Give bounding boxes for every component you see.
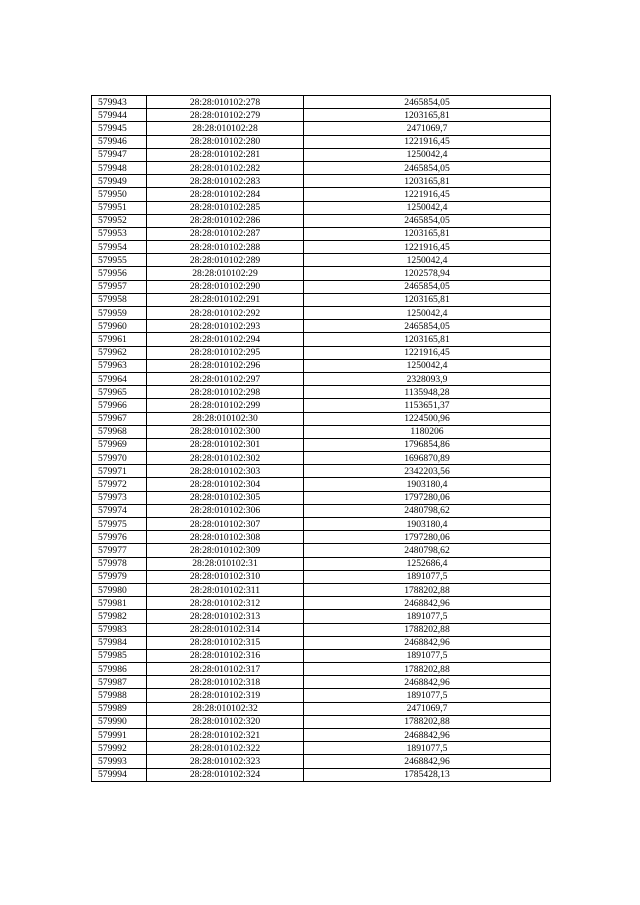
cadastral-number-cell: 28:28:010102:30 bbox=[147, 412, 304, 425]
cadastral-number-cell: 28:28:010102:317 bbox=[147, 663, 304, 676]
table-row bbox=[92, 214, 551, 227]
cadastral-number-cell: 28:28:010102:290 bbox=[147, 280, 304, 293]
cadastral-value-cell: 1221916,45 bbox=[304, 188, 551, 201]
cadastral-number-cell: 28:28:010102:283 bbox=[147, 175, 304, 188]
table-row bbox=[92, 372, 551, 385]
row-number-cell: 579982 bbox=[92, 610, 147, 623]
table-row bbox=[92, 227, 551, 240]
row-number-cell: 579979 bbox=[92, 570, 147, 583]
row-number-cell: 579951 bbox=[92, 201, 147, 214]
cadastral-number-cell: 28:28:010102:306 bbox=[147, 504, 304, 517]
table-row bbox=[92, 293, 551, 306]
row-number-cell: 579985 bbox=[92, 649, 147, 662]
cadastral-number-cell: 28:28:010102:308 bbox=[147, 531, 304, 544]
cadastral-value-cell: 1221916,45 bbox=[304, 135, 551, 148]
cadastral-value-cell: 1250042,4 bbox=[304, 254, 551, 267]
table-row bbox=[92, 583, 551, 596]
table-row bbox=[92, 425, 551, 438]
row-number-cell: 579980 bbox=[92, 583, 147, 596]
cadastral-number-cell: 28:28:010102:315 bbox=[147, 636, 304, 649]
table-row bbox=[92, 280, 551, 293]
row-number-cell: 579986 bbox=[92, 663, 147, 676]
cadastral-value-cell: 1797280,06 bbox=[304, 531, 551, 544]
row-number-cell: 579956 bbox=[92, 267, 147, 280]
table-row bbox=[92, 557, 551, 570]
cadastral-number-cell: 28:28:010102:322 bbox=[147, 742, 304, 755]
table-row bbox=[92, 689, 551, 702]
cadastral-value-cell: 1250042,4 bbox=[304, 201, 551, 214]
table-row bbox=[92, 676, 551, 689]
table-row bbox=[92, 399, 551, 412]
row-number-cell: 579966 bbox=[92, 399, 147, 412]
row-number-cell: 579972 bbox=[92, 478, 147, 491]
row-number-cell: 579973 bbox=[92, 491, 147, 504]
table-row bbox=[92, 412, 551, 425]
cadastral-value-cell: 2468842,96 bbox=[304, 676, 551, 689]
row-number-cell: 579957 bbox=[92, 280, 147, 293]
row-number-cell: 579984 bbox=[92, 636, 147, 649]
row-number-cell: 579993 bbox=[92, 755, 147, 768]
cadastral-number-cell: 28:28:010102:301 bbox=[147, 438, 304, 451]
table-row bbox=[92, 597, 551, 610]
table-row bbox=[92, 333, 551, 346]
cadastral-value-cell: 2480798,62 bbox=[304, 544, 551, 557]
cadastral-number-cell: 28:28:010102:289 bbox=[147, 254, 304, 267]
cadastral-number-cell: 28:28:010102:311 bbox=[147, 583, 304, 596]
cadastral-number-cell: 28:28:010102:320 bbox=[147, 715, 304, 728]
row-number-cell: 579953 bbox=[92, 227, 147, 240]
table-row bbox=[92, 175, 551, 188]
cadastral-value-cell: 1221916,45 bbox=[304, 241, 551, 254]
table-row bbox=[92, 254, 551, 267]
cadastral-value-cell: 1250042,4 bbox=[304, 359, 551, 372]
table-row bbox=[92, 544, 551, 557]
table-row bbox=[92, 715, 551, 728]
row-number-cell: 579991 bbox=[92, 729, 147, 742]
row-number-cell: 579947 bbox=[92, 148, 147, 161]
table-row bbox=[92, 742, 551, 755]
row-number-cell: 579992 bbox=[92, 742, 147, 755]
cadastral-value-cell: 2465854,05 bbox=[304, 161, 551, 174]
table-row bbox=[92, 663, 551, 676]
cadastral-number-cell: 28:28:010102:319 bbox=[147, 689, 304, 702]
row-number-cell: 579989 bbox=[92, 702, 147, 715]
cadastral-number-cell: 28:28:010102:291 bbox=[147, 293, 304, 306]
cadastral-number-cell: 28:28:010102:282 bbox=[147, 161, 304, 174]
cadastral-value-cell: 1903180,4 bbox=[304, 518, 551, 531]
cadastral-number-cell: 28:28:010102:310 bbox=[147, 570, 304, 583]
cadastral-value-cell: 2471069,7 bbox=[304, 702, 551, 715]
row-number-cell: 579964 bbox=[92, 372, 147, 385]
table-row bbox=[92, 649, 551, 662]
row-number-cell: 579974 bbox=[92, 504, 147, 517]
cadastral-number-cell: 28:28:010102:309 bbox=[147, 544, 304, 557]
row-number-cell: 579994 bbox=[92, 768, 147, 781]
cadastral-value-cell: 1796854,86 bbox=[304, 438, 551, 451]
table-row bbox=[92, 201, 551, 214]
cadastral-number-cell: 28:28:010102:307 bbox=[147, 518, 304, 531]
row-number-cell: 579976 bbox=[92, 531, 147, 544]
cadastral-number-cell: 28:28:010102:313 bbox=[147, 610, 304, 623]
cadastral-number-cell: 28:28:010102:32 bbox=[147, 702, 304, 715]
row-number-cell: 579987 bbox=[92, 676, 147, 689]
cadastral-value-cell: 1135948,28 bbox=[304, 386, 551, 399]
cadastral-value-cell: 1891077,5 bbox=[304, 742, 551, 755]
cadastral-value-cell: 1891077,5 bbox=[304, 649, 551, 662]
cadastral-number-cell: 28:28:010102:294 bbox=[147, 333, 304, 346]
cadastral-value-cell: 1180206 bbox=[304, 425, 551, 438]
row-number-cell: 579965 bbox=[92, 386, 147, 399]
table-row bbox=[92, 623, 551, 636]
cadastral-number-cell: 28:28:010102:29 bbox=[147, 267, 304, 280]
cadastral-value-cell: 2465854,05 bbox=[304, 96, 551, 109]
table-row bbox=[92, 188, 551, 201]
row-number-cell: 579943 bbox=[92, 96, 147, 109]
cadastral-value-cell: 1788202,88 bbox=[304, 663, 551, 676]
cadastral-value-cell: 2480798,62 bbox=[304, 504, 551, 517]
cadastral-value-cell: 1785428,13 bbox=[304, 768, 551, 781]
table-row bbox=[92, 478, 551, 491]
cadastral-number-cell: 28:28:010102:318 bbox=[147, 676, 304, 689]
cadastral-value-cell: 2468842,96 bbox=[304, 729, 551, 742]
row-number-cell: 579955 bbox=[92, 254, 147, 267]
cadastral-number-cell: 28:28:010102:296 bbox=[147, 359, 304, 372]
table-row bbox=[92, 267, 551, 280]
table-row bbox=[92, 702, 551, 715]
row-number-cell: 579962 bbox=[92, 346, 147, 359]
row-number-cell: 579971 bbox=[92, 465, 147, 478]
table-body bbox=[92, 96, 551, 782]
table-row bbox=[92, 755, 551, 768]
row-number-cell: 579950 bbox=[92, 188, 147, 201]
row-number-cell: 579954 bbox=[92, 241, 147, 254]
cadastral-value-cell: 1696870,89 bbox=[304, 452, 551, 465]
row-number-cell: 579949 bbox=[92, 175, 147, 188]
table-row bbox=[92, 386, 551, 399]
cadastral-value-cell: 1153651,37 bbox=[304, 399, 551, 412]
row-number-cell: 579960 bbox=[92, 320, 147, 333]
row-number-cell: 579946 bbox=[92, 135, 147, 148]
cadastral-number-cell: 28:28:010102:31 bbox=[147, 557, 304, 570]
table-row bbox=[92, 359, 551, 372]
cadastral-value-cell: 1203165,81 bbox=[304, 333, 551, 346]
cadastral-value-cell: 1203165,81 bbox=[304, 109, 551, 122]
row-number-cell: 579963 bbox=[92, 359, 147, 372]
cadastral-number-cell: 28:28:010102:288 bbox=[147, 241, 304, 254]
row-number-cell: 579969 bbox=[92, 438, 147, 451]
row-number-cell: 579990 bbox=[92, 715, 147, 728]
row-number-cell: 579945 bbox=[92, 122, 147, 135]
cadastral-number-cell: 28:28:010102:28 bbox=[147, 122, 304, 135]
cadastral-value-cell: 1250042,4 bbox=[304, 148, 551, 161]
cadastral-number-cell: 28:28:010102:285 bbox=[147, 201, 304, 214]
table-row bbox=[92, 518, 551, 531]
cadastral-value-cell: 1788202,88 bbox=[304, 583, 551, 596]
cadastral-number-cell: 28:28:010102:312 bbox=[147, 597, 304, 610]
row-number-cell: 579988 bbox=[92, 689, 147, 702]
table-row bbox=[92, 729, 551, 742]
table-row bbox=[92, 307, 551, 320]
table-row bbox=[92, 241, 551, 254]
cadastral-number-cell: 28:28:010102:305 bbox=[147, 491, 304, 504]
cadastral-number-cell: 28:28:010102:299 bbox=[147, 399, 304, 412]
cadastral-number-cell: 28:28:010102:321 bbox=[147, 729, 304, 742]
table-row bbox=[92, 610, 551, 623]
cadastral-number-cell: 28:28:010102:323 bbox=[147, 755, 304, 768]
row-number-cell: 579968 bbox=[92, 425, 147, 438]
table-row bbox=[92, 135, 551, 148]
cadastral-number-cell: 28:28:010102:300 bbox=[147, 425, 304, 438]
cadastral-number-cell: 28:28:010102:281 bbox=[147, 148, 304, 161]
row-number-cell: 579959 bbox=[92, 307, 147, 320]
cadastral-number-cell: 28:28:010102:286 bbox=[147, 214, 304, 227]
cadastral-value-cell: 1788202,88 bbox=[304, 715, 551, 728]
cadastral-value-cell: 2328093,9 bbox=[304, 372, 551, 385]
cadastral-value-cell: 1788202,88 bbox=[304, 623, 551, 636]
table-row bbox=[92, 122, 551, 135]
cadastral-value-cell: 1252686,4 bbox=[304, 557, 551, 570]
cadastral-number-cell: 28:28:010102:287 bbox=[147, 227, 304, 240]
cadastral-value-cell: 1221916,45 bbox=[304, 346, 551, 359]
row-number-cell: 579970 bbox=[92, 452, 147, 465]
cadastral-number-cell: 28:28:010102:284 bbox=[147, 188, 304, 201]
cadastral-number-cell: 28:28:010102:302 bbox=[147, 452, 304, 465]
table-row bbox=[92, 452, 551, 465]
cadastral-number-cell: 28:28:010102:280 bbox=[147, 135, 304, 148]
cadastral-value-cell: 2465854,05 bbox=[304, 320, 551, 333]
table-row bbox=[92, 161, 551, 174]
cadastral-value-cell: 1250042,4 bbox=[304, 307, 551, 320]
cadastral-value-cell: 2342203,56 bbox=[304, 465, 551, 478]
row-number-cell: 579975 bbox=[92, 518, 147, 531]
cadastral-value-cell: 1891077,5 bbox=[304, 610, 551, 623]
cadastral-value-cell: 1224500,96 bbox=[304, 412, 551, 425]
cadastral-value-cell: 2468842,96 bbox=[304, 597, 551, 610]
cadastral-number-cell: 28:28:010102:298 bbox=[147, 386, 304, 399]
row-number-cell: 579952 bbox=[92, 214, 147, 227]
cadastral-number-cell: 28:28:010102:303 bbox=[147, 465, 304, 478]
table-row bbox=[92, 465, 551, 478]
cadastral-value-cell: 2465854,05 bbox=[304, 280, 551, 293]
row-number-cell: 579983 bbox=[92, 623, 147, 636]
table-row bbox=[92, 96, 551, 109]
cadastral-value-cell: 1203165,81 bbox=[304, 293, 551, 306]
row-number-cell: 579961 bbox=[92, 333, 147, 346]
row-number-cell: 579967 bbox=[92, 412, 147, 425]
cadastral-value-cell: 1202578,94 bbox=[304, 267, 551, 280]
cadastral-value-cell: 1797280,06 bbox=[304, 491, 551, 504]
cadastral-value-cell: 1203165,81 bbox=[304, 175, 551, 188]
table-row bbox=[92, 570, 551, 583]
cadastral-value-table bbox=[91, 95, 551, 782]
cadastral-value-cell: 2468842,96 bbox=[304, 636, 551, 649]
row-number-cell: 579977 bbox=[92, 544, 147, 557]
row-number-cell: 579958 bbox=[92, 293, 147, 306]
cadastral-number-cell: 28:28:010102:316 bbox=[147, 649, 304, 662]
table-row bbox=[92, 768, 551, 781]
cadastral-value-cell: 2468842,96 bbox=[304, 755, 551, 768]
cadastral-number-cell: 28:28:010102:279 bbox=[147, 109, 304, 122]
cadastral-number-cell: 28:28:010102:297 bbox=[147, 372, 304, 385]
cadastral-value-cell: 1203165,81 bbox=[304, 227, 551, 240]
table-row bbox=[92, 109, 551, 122]
cadastral-value-cell: 2471069,7 bbox=[304, 122, 551, 135]
cadastral-number-cell: 28:28:010102:314 bbox=[147, 623, 304, 636]
row-number-cell: 579944 bbox=[92, 109, 147, 122]
cadastral-value-cell: 1891077,5 bbox=[304, 689, 551, 702]
cadastral-number-cell: 28:28:010102:292 bbox=[147, 307, 304, 320]
cadastral-number-cell: 28:28:010102:293 bbox=[147, 320, 304, 333]
cadastral-value-cell: 2465854,05 bbox=[304, 214, 551, 227]
cadastral-number-cell: 28:28:010102:324 bbox=[147, 768, 304, 781]
table-row bbox=[92, 320, 551, 333]
cadastral-value-cell: 1891077,5 bbox=[304, 570, 551, 583]
cadastral-number-cell: 28:28:010102:295 bbox=[147, 346, 304, 359]
table-row bbox=[92, 346, 551, 359]
table-row bbox=[92, 148, 551, 161]
cadastral-number-cell: 28:28:010102:278 bbox=[147, 96, 304, 109]
row-number-cell: 579978 bbox=[92, 557, 147, 570]
table-row bbox=[92, 531, 551, 544]
cadastral-value-cell: 1903180,4 bbox=[304, 478, 551, 491]
row-number-cell: 579981 bbox=[92, 597, 147, 610]
table-row bbox=[92, 438, 551, 451]
table-row bbox=[92, 636, 551, 649]
table-row bbox=[92, 504, 551, 517]
cadastral-number-cell: 28:28:010102:304 bbox=[147, 478, 304, 491]
row-number-cell: 579948 bbox=[92, 161, 147, 174]
table-row bbox=[92, 491, 551, 504]
